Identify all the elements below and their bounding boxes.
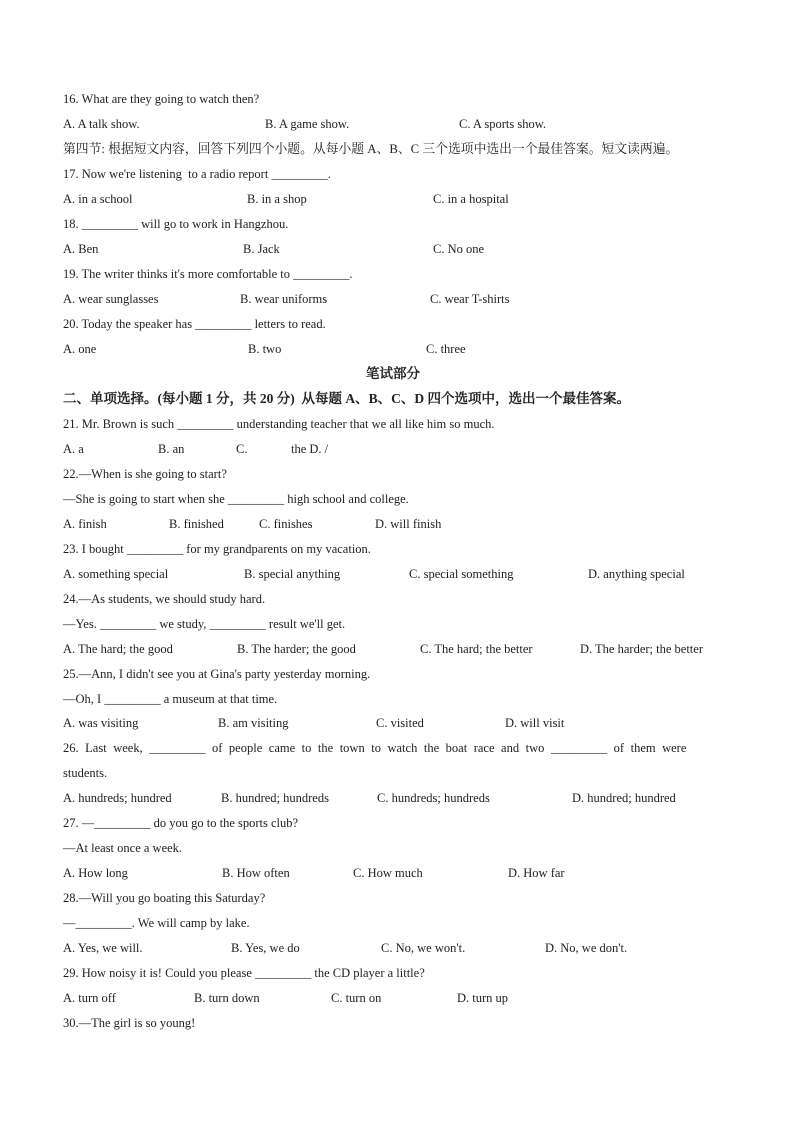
option-27c: C. How much	[353, 866, 423, 880]
question-22-answer: —She is going to start when she _________ high school and college.	[63, 492, 409, 506]
section-4-instruction: 第四节: 根据短文内容，回答下列四个小题。从每小题 A、B、C 三个选项中选出一个最佳答案。短文读两遍。	[63, 142, 679, 156]
option-28d: D. No, we don't.	[545, 941, 628, 955]
option-27d: D. How far	[508, 866, 565, 880]
question-25: 25.—Ann, I didn't see you at Gina's party yesterday morning.	[63, 667, 371, 681]
question-27-answer: —At least once a week.	[63, 841, 183, 855]
option-16b: B. A game show.	[265, 117, 350, 131]
option-29d: D. turn up	[457, 991, 509, 1005]
option-26b: B. hundred; hundreds	[221, 791, 329, 805]
question-26: 26. Last week, _________ of people came to the town to watch the boat race and two _________ of them were	[63, 741, 687, 755]
option-26d: D. hundred; hundred	[572, 791, 676, 805]
option-16a: A. A talk show.	[63, 117, 140, 131]
option-22b: B. finished	[169, 517, 224, 531]
option-19c: C. wear T-shirts	[430, 292, 510, 306]
question-29: 29. How noisy it is! Could you please _________ the CD player a little?	[63, 966, 425, 980]
question-26-cont: students.	[63, 766, 108, 780]
question-21: 21. Mr. Brown is such _________ understanding teacher that we all like him so much.	[63, 417, 495, 431]
option-23a: A. something special	[63, 567, 169, 581]
written-part-heading: 笔试部分	[366, 366, 420, 381]
option-26a: A. hundreds; hundred	[63, 791, 172, 805]
option-27a: A. How long	[63, 866, 128, 880]
question-16: 16. What are they going to watch then?	[63, 92, 260, 106]
question-19: 19. The writer thinks it's more comfortable to _________.	[63, 267, 353, 281]
option-17b: B. in a shop	[247, 192, 307, 206]
option-18a: A. Ben	[63, 242, 99, 256]
option-23d: D. anything special	[588, 567, 685, 581]
section-2-heading: 二、单项选择。(每小题 1 分，共 20 分) 从每题 A、B、C、D 四个选项中，选出一个最佳答案。	[63, 391, 630, 406]
option-22a: A. finish	[63, 517, 107, 531]
option-21d: the D. /	[291, 442, 329, 456]
option-21a: A. a	[63, 442, 84, 456]
option-20c: C. three	[426, 342, 466, 356]
option-19b: B. wear uniforms	[240, 292, 328, 306]
question-27: 27. —_________ do you go to the sports club?	[63, 816, 299, 830]
option-17a: A. in a school	[63, 192, 133, 206]
option-24c: C. The hard; the better	[420, 642, 533, 656]
option-16c: C. A sports show.	[459, 117, 547, 131]
question-30: 30.—The girl is so young!	[63, 1016, 196, 1030]
option-25c: C. visited	[376, 716, 424, 730]
option-28b: B. Yes, we do	[231, 941, 300, 955]
question-28-answer: —_________. We will camp by lake.	[63, 916, 250, 930]
option-23c: C. special something	[409, 567, 514, 581]
option-21b: B. an	[158, 442, 185, 456]
option-25b: B. am visiting	[218, 716, 289, 730]
option-20a: A. one	[63, 342, 97, 356]
question-28: 28.—Will you go boating this Saturday?	[63, 891, 266, 905]
question-25-answer: —Oh, I _________ a museum at that time.	[63, 692, 278, 706]
question-20: 20. Today the speaker has _________ letters to read.	[63, 317, 326, 331]
option-17c: C. in a hospital	[433, 192, 509, 206]
question-24-answer: —Yes. _________ we study, _________ result we'll get.	[63, 617, 346, 631]
option-18b: B. Jack	[243, 242, 280, 256]
option-28a: A. Yes, we will.	[63, 941, 143, 955]
option-25a: A. was visiting	[63, 716, 139, 730]
option-20b: B. two	[248, 342, 282, 356]
option-23b: B. special anything	[244, 567, 341, 581]
question-17: 17. Now we're listening to a radio report _________.	[63, 167, 331, 181]
option-29a: A. turn off	[63, 991, 116, 1005]
option-22d: D. will finish	[375, 517, 442, 531]
option-29c: C. turn on	[331, 991, 382, 1005]
question-23: 23. I bought _________ for my grandparents on my vacation.	[63, 542, 371, 556]
option-28c: C. No, we won't.	[381, 941, 466, 955]
option-24d: D. The harder; the better	[580, 642, 703, 656]
option-29b: B. turn down	[194, 991, 260, 1005]
option-18c: C. No one	[433, 242, 485, 256]
option-22c: C. finishes	[259, 517, 313, 531]
option-27b: B. How often	[222, 866, 290, 880]
option-24b: B. The harder; the good	[237, 642, 356, 656]
option-24a: A. The hard; the good	[63, 642, 173, 656]
option-25d: D. will visit	[505, 716, 565, 730]
option-26c: C. hundreds; hundreds	[377, 791, 490, 805]
option-21c: C.	[236, 442, 248, 456]
question-22: 22.—When is she going to start?	[63, 467, 227, 481]
option-19a: A. wear sunglasses	[63, 292, 159, 306]
question-18: 18. _________ will go to work in Hangzhou.	[63, 217, 289, 231]
question-24: 24.—As students, we should study hard.	[63, 592, 266, 606]
